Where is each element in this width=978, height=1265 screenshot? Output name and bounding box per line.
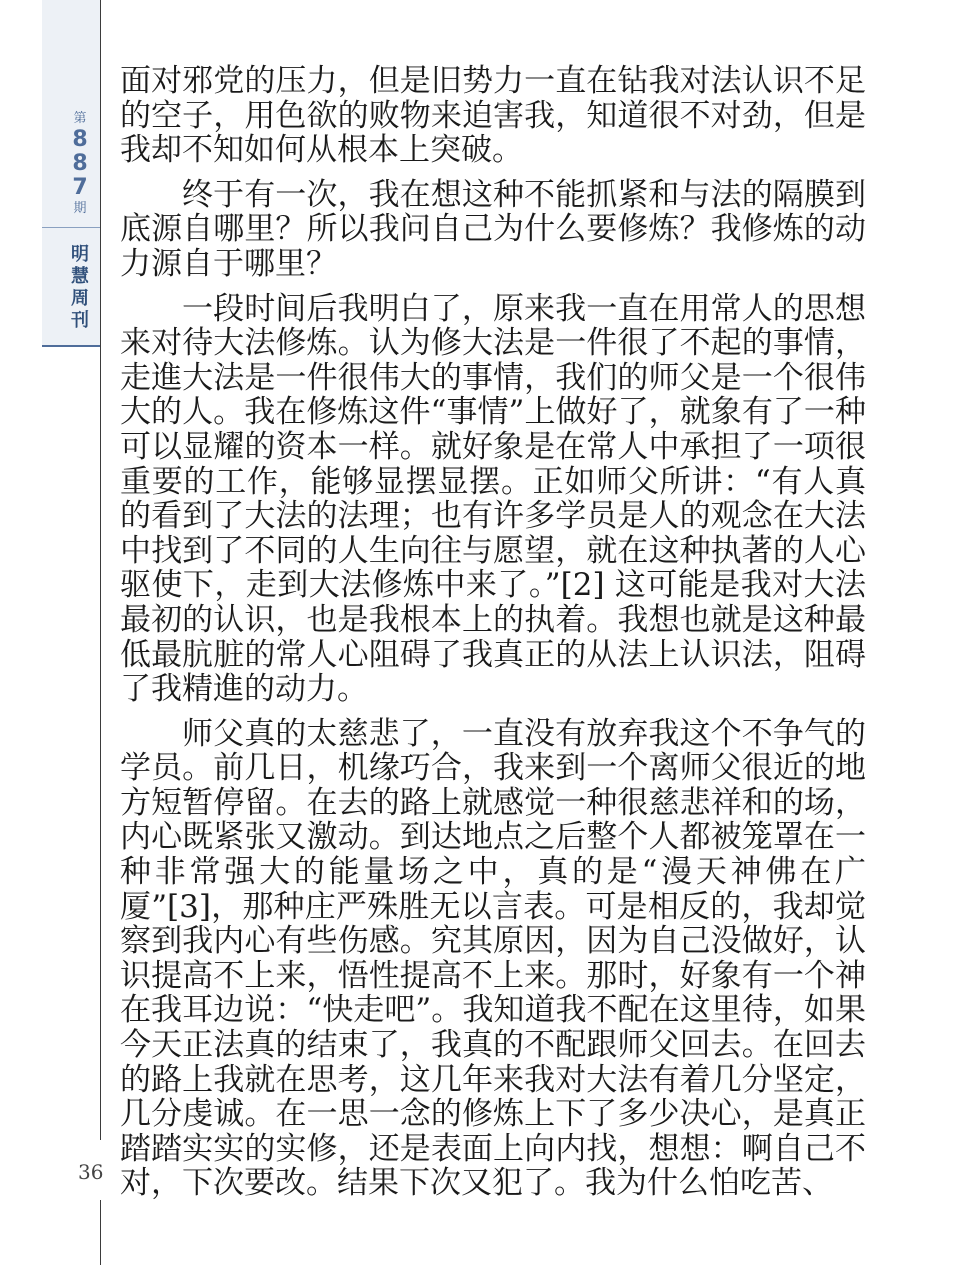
sidebar-divider: [42, 227, 100, 228]
magazine-char: 周: [71, 288, 89, 309]
margin-line: [100, 0, 101, 1265]
paragraph: 终于有一次，我在想这种不能抓紧和与法的隔膜到底源自哪里？所以我问自己为什么要修炼？我修炼的动力源自于哪里？: [120, 176, 866, 282]
issue-digit: 8: [72, 127, 88, 152]
paragraph: 师父真的太慈悲了，一直没有放弃我这个不争气的学员。前几日，机缘巧合，我来到一个离师父很近的地方短暂停留。在去的路上就感觉一种很慈悲祥和的场，内心既紧张又激动。到达地点之后整个人都被笼罩在一种非常强大的能量场之中，真的是“漫天神佛在广厦”[3]，那种庄严殊胜无以言表。可是相反的，我却觉察到我内心有些伤感。究其原因，因为自己没做好，认识提高不上来，悟性提高不上来。那时，好象有一个神在我耳边说：“快走吧”。我知道我不配在这里待，如果今天正法真的结束了，我真的不配跟师父回去。在回去的路上我就在思考，这几年来我对大法有着几分坚定，几分虔诚。在一思一念的修炼上下了多少决心，是真正踏踏实实的实修，还是表面上向内找，想想：啊自己不对，下次要改。结果下次又犯了。我为什么怕吃苦、: [120, 715, 866, 1202]
paragraph: 一段时间后我明白了，原来我一直在用常人的思想来对待大法修炼。认为修大法是一件很了不起的事情，走進大法是一件很伟大的事情，我们的师父是一个很伟大的人。我在修炼这件“事情”上做好了，就象有了一种可以显耀的资本一样。就好象是在常人中承担了一项很重要的工作，能够显摆显摆。正如师父所讲：“有人真的看到了大法的法理；也有许多学员是人的观念在大法中找到了不同的人生向往与愿望，就在这种执著的人心驱使下，走到大法修炼中来了。”[2] 这可能是我对大法最初的认识，也是我根本上的执着。我想也就是这种最低最肮脏的常人心阻碍了我真正的从法上认识法，阻碍了我精進的动力。: [120, 290, 866, 708]
page-number: 36: [78, 1160, 104, 1184]
magazine-char: 明: [71, 244, 89, 265]
issue-number: [60, 110, 100, 218]
issue-digit: 8: [72, 151, 88, 176]
magazine-char: 刊: [71, 310, 89, 331]
issue-digit: 7: [72, 175, 88, 200]
magazine-char: 慧: [71, 266, 89, 287]
issue-prefix: 第: [73, 111, 87, 126]
magazine-name: [60, 244, 100, 332]
article-body: [120, 64, 866, 1211]
issue-suffix: 期: [73, 201, 87, 216]
sidebar-bottom-rule: [42, 345, 100, 347]
paragraph: 面对邪党的压力，但是旧势力一直在钻我对法认识不足的空子，用色欲的败物来迫害我，知道很不对劲，但是我却不知如何从根本上突破。: [120, 63, 866, 169]
